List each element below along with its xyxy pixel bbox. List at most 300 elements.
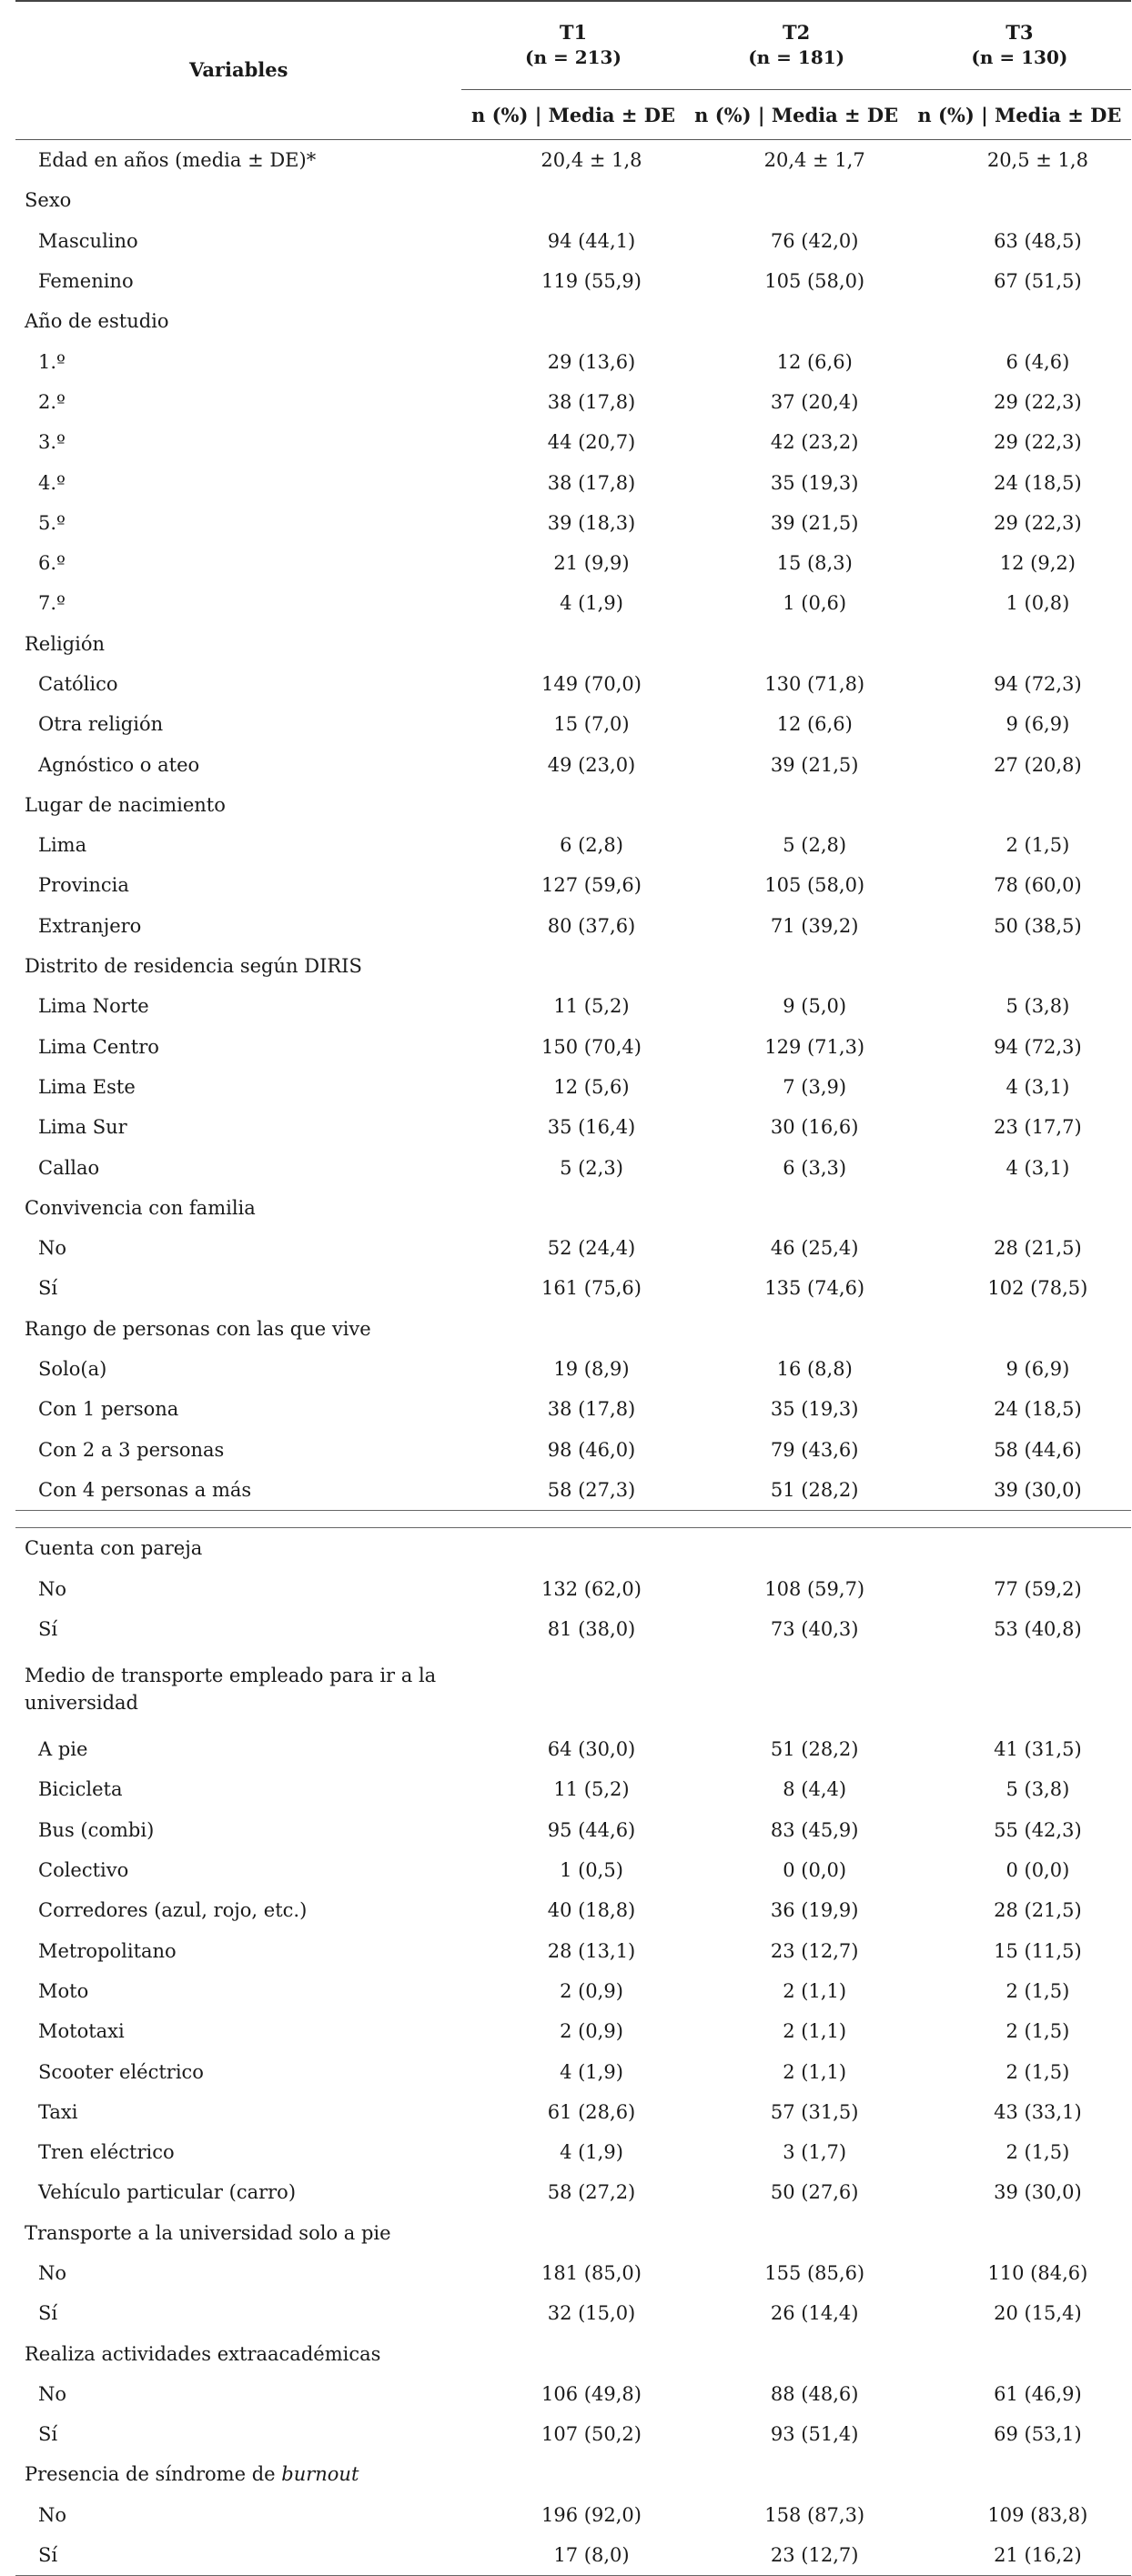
category-row [15,785,1131,825]
cell-t2: 6 (3,3) [783,1156,847,1179]
table-row [15,462,1131,502]
table-row [15,261,1131,301]
group-header-t3 [908,0,1131,90]
category-label: Lugar de nacimiento [25,793,226,816]
row-label: Corredores (azul, rojo, etc.) [38,1899,308,1922]
cell-t2: 73 (40,3) [770,1617,859,1640]
group-n: (n = 130) [971,46,1068,68]
cell-t3: 58 (44,6) [994,1438,1082,1461]
cell-t3: 41 (31,5) [994,1738,1082,1761]
cell-t2 [685,2213,908,2253]
cell-t1: 20,4 ± 1,8 [541,149,642,172]
cell-t1: 12 (5,6) [553,1075,630,1098]
label-text: Presencia de síndrome de [25,2463,282,2486]
row-label: Taxi [38,2100,78,2123]
category-label: Rango de personas con las que vive [25,1317,371,1340]
row-label: Tren eléctrico [38,2141,175,2164]
row-label: Extranjero [38,914,142,937]
row-label: Colectivo [38,1859,129,1882]
row-label: Moto [38,1979,89,2002]
cell-t3 [908,624,1131,664]
category-row [15,1649,1131,1729]
row-label: Edad en años (media ± DE)* [38,149,317,172]
table-row [15,1568,1131,1608]
category-row [15,2213,1131,2253]
cell-t1: 19 (8,9) [553,1358,630,1381]
cell-t2: 1 (0,6) [783,592,847,615]
cell-t1: 11 (5,2) [553,995,630,1018]
row-label: No [38,2261,67,2284]
cell-t3: 29 (22,3) [994,511,1082,534]
cell-t3: 78 (60,0) [994,874,1082,897]
cell-t3: 102 (78,5) [987,1277,1088,1300]
cell-t1: 4 (1,9) [560,2141,623,2164]
table-row [15,341,1131,381]
cell-t1: 15 (7,0) [553,713,630,736]
row-label: 6.º [38,552,66,575]
cell-t2 [685,946,908,986]
cell-t3: 2 (1,5) [1006,2060,1070,2083]
cell-t3: 0 (0,0) [1006,1859,1070,1882]
cell-t3 [908,1188,1131,1228]
cell-t3: 27 (20,8) [994,753,1082,776]
cell-t3 [908,1309,1131,1349]
row-label: No [38,2382,67,2405]
table-row [15,986,1131,1026]
cell-t2: 129 (71,3) [764,1035,865,1058]
category-row [15,1528,1131,1569]
cell-t1: 64 (30,0) [547,1738,636,1761]
cell-t2: 16 (8,8) [776,1358,853,1381]
row-label: Bicicleta [38,1778,123,1801]
cell-t3: 2 (1,5) [1006,2141,1070,2164]
cell-t1 [461,946,684,986]
table-row [15,2293,1131,2333]
cell-t1: 61 (28,6) [547,2100,636,2123]
cell-t3 [908,180,1131,220]
category-row [15,1309,1131,1349]
cell-t3: 109 (83,8) [987,2503,1088,2526]
table-row [15,2132,1131,2172]
row-label: Mototaxi [38,2020,125,2043]
cell-t1: 98 (46,0) [547,1438,636,1461]
cell-t1: 4 (1,9) [560,592,623,615]
row-label: 3.º [38,431,66,454]
cell-t3 [908,785,1131,825]
group-header-t1 [461,0,684,90]
table-row [15,1228,1131,1268]
cell-t3: 94 (72,3) [994,1035,1082,1058]
cell-t2 [685,301,908,341]
cell-t2: 20,4 ± 1,7 [763,149,865,172]
category-label: Medio de transporte empleado para ir a la universidad [25,1664,437,1714]
cell-t1: 44 (20,7) [547,431,636,454]
cell-t2: 2 (1,1) [783,2060,847,2083]
cell-t1: 38 (17,8) [547,471,636,494]
cell-t1: 38 (17,8) [547,1398,636,1421]
cell-t2: 35 (19,3) [770,471,859,494]
cell-t1: 29 (13,6) [547,350,636,373]
group-title: T3 [1006,21,1034,44]
row-label: A pie [38,1738,88,1761]
row-label: Lima Este [38,1075,136,1098]
col-subheader-t3: n (%) | Media ± DE [908,90,1131,140]
table-row [15,422,1131,462]
group-title: T1 [559,21,588,44]
cell-t1: 2 (0,9) [560,1979,623,2002]
cell-t3: 29 (22,3) [994,431,1082,454]
cell-t3: 21 (16,2) [908,2535,1131,2576]
cell-t2: 39 (21,5) [770,753,859,776]
category-label: Religión [25,632,105,655]
table-row [15,503,1131,543]
cell-t1: 161 (75,6) [541,1277,642,1300]
cell-t1: 4 (1,9) [560,2060,623,2083]
cell-t3: 5 (3,8) [1006,1778,1070,1801]
table-row [15,1389,1131,1429]
cell-t3: 2 (1,5) [1006,2020,1070,2043]
cell-t1: 80 (37,6) [547,914,636,937]
category-row [15,180,1131,220]
cell-t2: 0 (0,0) [783,1859,847,1882]
cell-t3: 43 (33,1) [994,2100,1082,2123]
cell-t2 [685,2333,908,2373]
table-row [15,2253,1131,2293]
cell-t3: 24 (18,5) [994,1398,1082,1421]
category-label: Año de estudio [25,310,169,333]
cell-t3 [908,2454,1131,2494]
cell-t2: 79 (43,6) [770,1438,859,1461]
cell-t2: 88 (48,6) [770,2382,859,2405]
cell-t2: 130 (71,8) [764,673,865,695]
cell-t3: 23 (17,7) [994,1116,1082,1139]
group-n: (n = 181) [748,46,845,68]
cell-t2: 39 (21,5) [770,511,859,534]
cell-t2: 37 (20,4) [770,390,859,413]
cell-t1: 127 (59,6) [541,874,642,897]
cell-t2: 57 (31,5) [770,2100,859,2123]
cell-t2: 3 (1,7) [783,2141,847,2164]
row-label: Lima [38,834,87,857]
cell-t1: 107 (50,2) [541,2423,642,2446]
table-row [15,1930,1131,1970]
table-row [15,1470,1131,1511]
cell-t2: 36 (19,9) [770,1899,859,1922]
cell-t2: 35 (19,3) [770,1398,859,1421]
cell-t2: 46 (25,4) [770,1237,859,1260]
cell-t2: 51 (28,2) [685,1470,908,1511]
characteristics-table [15,0,1131,2576]
category-row [15,946,1131,986]
cell-t2: 108 (59,7) [764,1577,865,1600]
cell-t1: 39 (18,3) [547,511,636,534]
category-row [15,2333,1131,2373]
group-title: T2 [783,21,811,44]
cell-t3: 61 (46,9) [994,2382,1082,2405]
table-row [15,2414,1131,2454]
table-row [15,1067,1131,1107]
row-label: Lima Centro [38,1035,159,1058]
cell-t3 [908,946,1131,986]
cell-t2 [685,1528,908,1569]
table-row [15,1769,1131,1809]
cell-t1: 17 (8,0) [461,2535,684,2576]
table-body [15,140,1131,2576]
cell-t3: 69 (53,1) [994,2423,1082,2446]
row-label: Sí [38,2423,58,2446]
cell-t1: 106 (49,8) [541,2382,642,2405]
cell-t1: 40 (18,8) [547,1899,636,1922]
cell-t2: 5 (2,8) [783,834,847,857]
col-subheader-t1: n (%) | Media ± DE [461,90,684,140]
cell-t1: 52 (24,4) [547,1237,636,1260]
cell-t1 [461,2333,684,2373]
group-n: (n = 213) [525,46,622,68]
table-row [15,2172,1131,2212]
cell-t2 [685,1649,908,1729]
table-row [15,382,1131,422]
cell-t1: 58 (27,3) [461,1470,684,1511]
row-label: Con 4 personas a más [15,1470,461,1511]
cell-t2: 2 (1,1) [783,1979,847,2002]
cell-t2: 26 (14,4) [770,2302,859,2325]
table-row [15,2374,1131,2414]
category-label: Convivencia con familia [25,1196,256,1219]
cell-t2: 23 (12,7) [685,2535,908,2576]
label-italic-text: burnout [281,2463,359,2486]
cell-t1 [461,1649,684,1729]
cell-t3 [908,1528,1131,1569]
cell-t1 [461,1528,684,1569]
cell-t1 [461,1188,684,1228]
cell-t1: 5 (2,3) [560,1156,623,1179]
cell-t2: 93 (51,4) [770,2423,859,2446]
row-label: Lima Sur [38,1116,127,1139]
row-label: 1.º [38,350,66,373]
cell-t3: 4 (3,1) [1006,1156,1070,1179]
row-label: No [38,1577,67,1600]
cell-t1: 95 (44,6) [547,1818,636,1841]
cell-t2: 15 (8,3) [776,552,853,575]
table-row [15,2011,1131,2051]
row-label: Agnóstico o ateo [38,753,200,776]
table-row [15,2092,1131,2132]
cell-t2: 2 (1,1) [783,2020,847,2043]
row-label: Masculino [38,229,138,252]
cell-t1: 35 (16,4) [547,1116,636,1139]
group-header-t2 [685,0,908,90]
cell-t3: 20 (15,4) [994,2302,1082,2325]
category-label: Cuenta con pareja [15,1528,461,1569]
cell-t1 [461,785,684,825]
category-label [15,2454,461,2494]
table-row [15,2495,1131,2535]
cell-t2: 7 (3,9) [783,1075,847,1098]
row-label: Metropolitano [38,1939,177,1962]
cell-t2 [685,1309,908,1349]
characteristics-table-wrapper [15,0,1131,2576]
cell-t2: 71 (39,2) [770,914,859,937]
category-row [15,301,1131,341]
table-row [15,704,1131,744]
cell-t1: 94 (44,1) [547,229,636,252]
cell-t3: 5 (3,8) [1006,995,1070,1018]
table-row [15,140,1131,181]
row-label: Lima Norte [38,995,149,1018]
table-row [15,221,1131,261]
cell-t1: 119 (55,9) [541,270,642,293]
row-label: 7.º [38,592,66,615]
category-label: Transporte a la universidad solo a pie [25,2221,391,2244]
row-label: Sí [38,1617,58,1640]
cell-t2: 9 (5,0) [783,995,847,1018]
cell-t3: 67 (51,5) [994,270,1082,293]
cell-t2: 12 (6,6) [776,713,853,736]
variables-header [15,0,461,140]
cell-t2 [685,2454,908,2494]
cell-t3: 94 (72,3) [994,673,1082,695]
cell-t3: 24 (18,5) [994,471,1082,494]
cell-t3 [908,2333,1131,2373]
category-label: Sexo [25,189,72,212]
cell-t2: 8 (4,4) [783,1778,847,1801]
cell-t3: 2 (1,5) [1006,834,1070,857]
cell-t2: 155 (85,6) [764,2261,865,2284]
cell-t3 [908,2213,1131,2253]
row-label: 4.º [38,471,66,494]
row-label: Femenino [38,270,134,293]
cell-t2 [685,1188,908,1228]
table-row [15,1971,1131,2011]
cell-t1: 38 (17,8) [547,390,636,413]
cell-t3: 77 (59,2) [994,1577,1082,1600]
table-row [15,664,1131,704]
cell-t2: 42 (23,2) [770,431,859,454]
cell-t1: 1 (0,5) [560,1859,623,1882]
row-label: Sí [38,1277,58,1300]
row-label: Solo(a) [38,1358,107,1381]
cell-t1: 6 (2,8) [560,834,623,857]
cell-t2 [685,785,908,825]
row-label: Sí [15,2535,461,2576]
row-label: Callao [38,1156,100,1179]
cell-t3: 53 (40,8) [994,1617,1082,1640]
cell-t2: 76 (42,0) [770,229,859,252]
cell-t3: 55 (42,3) [994,1818,1082,1841]
cell-t3: 1 (0,8) [1006,592,1070,615]
cell-t1: 181 (85,0) [541,2261,642,2284]
row-label: Provincia [38,874,129,897]
cell-t2: 51 (28,2) [770,1738,859,1761]
cell-t2: 50 (27,6) [770,2181,859,2204]
row-label: 5.º [38,511,66,534]
top-rule [15,0,1131,2]
table-row [15,1430,1131,1470]
category-row [15,1188,1131,1228]
cell-t3: 39 (30,0) [908,1470,1131,1511]
cell-t1: 150 (70,4) [541,1035,642,1058]
table-row [15,865,1131,905]
cell-t2: 12 (6,6) [776,350,853,373]
category-row [15,624,1131,664]
cell-t3: 9 (6,9) [1006,1358,1070,1381]
cell-t2: 158 (87,3) [764,2503,865,2526]
cell-t3: 9 (6,9) [1006,713,1070,736]
table-row [15,1107,1131,1147]
row-label: Bus (combi) [38,1818,155,1841]
cell-t1: 11 (5,2) [553,1778,630,1801]
row-label: No [38,1237,67,1260]
table-header [15,0,1131,140]
cell-t1: 2 (0,9) [560,2020,623,2043]
table-row [15,1850,1131,1890]
cell-t1 [461,301,684,341]
table-row [15,2535,1131,2576]
table-row [15,1349,1131,1389]
cell-t1: 21 (9,9) [553,552,630,575]
cell-t3: 28 (21,5) [994,1899,1082,1922]
cell-t3: 12 (9,2) [999,552,1076,575]
cell-t1 [461,624,684,664]
cell-t3: 50 (38,5) [994,914,1082,937]
row-label: Con 1 persona [38,1398,179,1421]
cell-t3: 20,5 ± 1,8 [986,149,1088,172]
table-row [15,906,1131,946]
table-row [15,825,1131,865]
cell-t3: 6 (4,6) [1006,350,1070,373]
row-label: Con 2 a 3 personas [38,1438,225,1461]
table-row [15,543,1131,583]
cell-t1: 196 (92,0) [541,2503,642,2526]
row-label: Otra religión [38,713,164,736]
row-label: 2.º [38,390,66,413]
row-label: No [38,2503,67,2526]
cell-t3: 63 (48,5) [994,229,1082,252]
cell-t1: 81 (38,0) [547,1617,636,1640]
cell-t2: 23 (12,7) [770,1939,859,1962]
cell-t1 [461,180,684,220]
cell-t2: 105 (58,0) [764,874,865,897]
table-row [15,1147,1131,1187]
cell-t1: 32 (15,0) [547,2302,636,2325]
row-label: Católico [38,673,118,695]
category-label: Realiza actividades extraacadémicas [25,2342,381,2365]
cell-t1 [461,2213,684,2253]
table-row [15,1729,1131,1769]
cell-t1 [461,1309,684,1349]
table-row [15,1027,1131,1067]
cell-t1: 58 (27,2) [547,2181,636,2204]
cell-t2 [685,180,908,220]
cell-t3: 28 (21,5) [994,1237,1082,1260]
table-row [15,1890,1131,1930]
cell-t3: 110 (84,6) [987,2261,1088,2284]
cell-t2 [685,624,908,664]
variables-label: Variables [188,58,288,81]
cell-t1 [461,2454,684,2494]
category-row [15,2454,1131,2494]
cell-t3 [908,301,1131,341]
cell-t3: 2 (1,5) [1006,1979,1070,2002]
cell-t3 [908,1649,1131,1729]
table-row [15,583,1131,623]
section-spacer [15,1511,1131,1528]
cell-t2: 135 (74,6) [764,1277,865,1300]
cell-t2: 30 (16,6) [770,1116,859,1139]
cell-t3: 4 (3,1) [1006,1075,1070,1098]
table-row [15,744,1131,784]
cell-t1: 49 (23,0) [547,753,636,776]
